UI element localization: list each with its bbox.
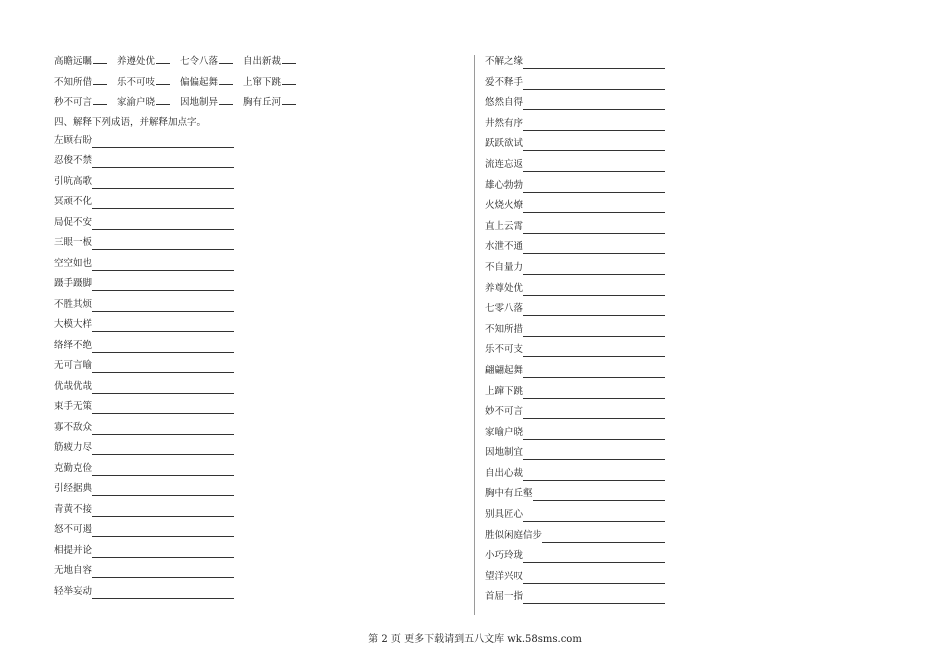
idiom-entry: [485, 343, 665, 364]
idiom-term: 不胜其烦: [54, 298, 93, 310]
fill-blank-word: 上窜下跳: [243, 76, 282, 88]
answer-blank[interactable]: [93, 54, 107, 64]
idiom-entry: [54, 175, 306, 196]
idiom-term: 空空如也: [54, 257, 93, 269]
idiom-entry: [54, 277, 306, 298]
idiom-entry: [485, 117, 665, 138]
idiom-entry: [485, 467, 665, 488]
idiom-entry: [485, 446, 665, 467]
answer-line[interactable]: [92, 238, 234, 250]
column-divider: [474, 55, 475, 615]
idiom-term: 翩翩起舞: [485, 364, 524, 376]
right-column: [485, 55, 665, 611]
idiom-entry: [54, 380, 306, 401]
idiom-term: 自出心裁: [485, 467, 524, 479]
answer-line[interactable]: [523, 448, 665, 460]
answer-line[interactable]: [92, 566, 234, 578]
answer-line[interactable]: [92, 525, 234, 537]
answer-line[interactable]: [542, 531, 665, 543]
answer-line[interactable]: [523, 263, 665, 275]
answer-line[interactable]: [92, 259, 234, 271]
idiom-entry: [485, 529, 665, 550]
fill-blank-word: 高瞻远瞩: [54, 56, 93, 67]
idiom-term: 流连忘返: [485, 158, 524, 170]
idiom-entry: [54, 400, 306, 421]
answer-line[interactable]: [523, 428, 665, 440]
idiom-term: 三眼一板: [54, 237, 93, 248]
idiom-term: 上蹿下跳: [485, 385, 524, 397]
left-idiom-list: [54, 134, 306, 606]
idiom-term: 胸中有丘壑: [485, 488, 533, 500]
answer-line[interactable]: [523, 284, 665, 296]
answer-line[interactable]: [92, 156, 234, 168]
idiom-entry: [54, 257, 306, 278]
answer-line[interactable]: [92, 402, 234, 414]
fill-blank-word: 偏偏起舞: [180, 76, 219, 88]
answer-line[interactable]: [523, 572, 665, 584]
answer-line[interactable]: [92, 546, 234, 558]
answer-line[interactable]: [92, 423, 234, 435]
idiom-entry: [485, 508, 665, 529]
idiom-entry: [54, 236, 306, 257]
answer-line[interactable]: [523, 139, 665, 151]
idiom-term: 无地自容: [54, 565, 93, 576]
fill-blank-item: [117, 54, 170, 69]
idiom-term: 七零八落: [485, 303, 524, 315]
idiom-term: 爱不释手: [485, 76, 524, 88]
idiom-entry: [485, 199, 665, 220]
right-idiom-list: [485, 55, 665, 611]
idiom-term: 因地制宜: [485, 447, 524, 459]
answer-line[interactable]: [92, 484, 234, 496]
idiom-term: 首屈一指: [485, 591, 524, 603]
answer-line[interactable]: [523, 469, 665, 481]
idiom-term: 别具匠心: [485, 509, 524, 521]
idiom-term: 井然有序: [485, 117, 524, 129]
idiom-term: 悠然自得: [485, 97, 524, 109]
idiom-term: 水泄不通: [485, 241, 524, 253]
answer-line[interactable]: [523, 510, 665, 522]
idiom-term: 不自量力: [485, 261, 524, 273]
answer-line[interactable]: [92, 505, 234, 517]
section-heading: 四、解释下列成语，并解释加点字。: [54, 116, 207, 128]
answer-line[interactable]: [92, 382, 234, 394]
idiom-term: 妙不可言: [485, 406, 524, 418]
idiom-entry: [485, 487, 665, 508]
idiom-entry: [54, 339, 306, 360]
answer-line[interactable]: [523, 304, 665, 316]
fill-blank-word: 因地制异: [180, 97, 219, 108]
idiom-entry: [485, 261, 665, 282]
idiom-entry: [485, 76, 665, 97]
answer-blank[interactable]: [156, 54, 170, 64]
answer-line[interactable]: [92, 279, 234, 291]
answer-line[interactable]: [92, 361, 234, 373]
idiom-term: 筋疲力尽: [54, 442, 93, 453]
idiom-term: 克勤克俭: [54, 462, 93, 474]
idiom-term: 优哉优哉: [54, 380, 93, 392]
idiom-term: 养尊处优: [485, 282, 524, 294]
idiom-term: 大模大样: [54, 319, 93, 330]
idiom-term: 无可言喻: [54, 360, 93, 371]
answer-blank[interactable]: [93, 75, 107, 85]
idiom-term: 引吭高歌: [54, 175, 93, 187]
answer-line[interactable]: [92, 587, 234, 599]
answer-line[interactable]: [523, 325, 665, 337]
idiom-term: 蹑手蹑脚: [54, 278, 93, 289]
idiom-entry: [485, 549, 665, 570]
idiom-entry: [485, 158, 665, 179]
fill-blank-item: [243, 54, 296, 69]
fill-blank-word: 秒不可言: [54, 97, 93, 108]
fill-blank-word: 七令八落: [180, 56, 219, 67]
fill-in-blank-section: [54, 54, 306, 116]
fill-blank-word: 胸有丘河: [243, 97, 282, 108]
answer-line[interactable]: [523, 222, 665, 234]
idiom-term: 忍俊不禁: [54, 155, 93, 166]
answer-line[interactable]: [523, 407, 665, 419]
answer-blank[interactable]: [282, 95, 296, 105]
idiom-entry: [54, 544, 306, 565]
fill-blank-word: 自出新裁: [243, 56, 282, 67]
fill-blank-item: [54, 54, 107, 69]
fill-blank-item: [180, 75, 233, 90]
answer-blank[interactable]: [282, 54, 296, 64]
idiom-entry: [485, 570, 665, 591]
idiom-term: 乐不可支: [485, 344, 524, 356]
idiom-term: 局促不安: [54, 216, 93, 228]
fill-blank-word: 家渝户晓: [117, 97, 156, 108]
left-column: [54, 54, 306, 605]
answer-line[interactable]: [533, 489, 666, 501]
idiom-term: 胜似闲庭信步: [485, 529, 543, 541]
answer-blank[interactable]: [219, 75, 233, 85]
fill-blank-item: [243, 95, 296, 110]
idiom-entry: [54, 298, 306, 319]
idiom-term: 左顾右盼: [54, 134, 93, 146]
answer-line[interactable]: [523, 592, 665, 604]
idiom-term: 雄心勃勃: [485, 179, 524, 191]
answer-line[interactable]: [523, 119, 665, 131]
fill-blank-row: [54, 54, 306, 75]
fill-blank-word: 乐不可吱: [117, 76, 156, 88]
idiom-term: 直上云霄: [485, 220, 524, 232]
fill-blank-item: [117, 75, 170, 90]
answer-line[interactable]: [92, 300, 234, 312]
answer-line[interactable]: [92, 177, 234, 189]
fill-blank-item: [180, 95, 233, 110]
answer-line[interactable]: [523, 160, 665, 172]
idiom-entry: [485, 137, 665, 158]
idiom-entry: [54, 195, 306, 216]
fill-blank-item: [243, 75, 296, 90]
idiom-entry: [54, 134, 306, 155]
idiom-entry: [485, 426, 665, 447]
idiom-entry: [485, 590, 665, 611]
idiom-entry: [54, 421, 306, 442]
idiom-term: 家喻户晓: [485, 426, 524, 438]
answer-blank[interactable]: [156, 75, 170, 85]
idiom-entry: [485, 55, 665, 76]
idiom-entry: [485, 220, 665, 241]
idiom-entry: [54, 462, 306, 483]
idiom-term: 轻举妄动: [54, 585, 93, 597]
idiom-entry: [54, 359, 306, 380]
idiom-term: 怒不可遏: [54, 524, 93, 535]
idiom-entry: [485, 385, 665, 406]
fill-blank-item: [54, 75, 107, 90]
answer-line[interactable]: [523, 181, 665, 193]
idiom-term: 望洋兴叹: [485, 570, 524, 582]
idiom-entry: [485, 364, 665, 385]
idiom-entry: [54, 564, 306, 585]
idiom-entry: [485, 405, 665, 426]
answer-line[interactable]: [92, 197, 234, 209]
idiom-entry: [485, 323, 665, 344]
idiom-term: 寡不敌众: [54, 421, 93, 433]
idiom-entry: [54, 441, 306, 462]
idiom-entry: [54, 216, 306, 237]
idiom-term: 络绎不绝: [54, 339, 93, 351]
answer-line[interactable]: [523, 366, 665, 378]
answer-blank[interactable]: [219, 54, 233, 64]
fill-blank-item: [180, 54, 233, 69]
answer-line[interactable]: [92, 464, 234, 476]
fill-blank-row: [54, 75, 306, 96]
idiom-term: 相提并论: [54, 544, 93, 556]
idiom-term: 引经据典: [54, 483, 93, 494]
idiom-term: 火烧火燎: [485, 200, 524, 212]
answer-line[interactable]: [523, 242, 665, 254]
idiom-entry: [485, 302, 665, 323]
idiom-term: 小巧玲珑: [485, 550, 524, 562]
answer-line[interactable]: [523, 78, 665, 90]
idiom-entry: [485, 240, 665, 261]
fill-blank-word: 养遵处优: [117, 56, 156, 67]
idiom-entry: [54, 318, 306, 339]
answer-blank[interactable]: [93, 95, 107, 105]
answer-line[interactable]: [523, 387, 665, 399]
page-footer: 第 2 页 更多下载请到五八文库 wk.58sms.com: [368, 634, 582, 645]
answer-blank[interactable]: [219, 95, 233, 105]
answer-line[interactable]: [92, 341, 234, 353]
answer-line[interactable]: [92, 320, 234, 332]
answer-line[interactable]: [92, 218, 234, 230]
answer-blank[interactable]: [282, 75, 296, 85]
idiom-term: 不知所措: [485, 323, 524, 335]
answer-line[interactable]: [523, 57, 665, 69]
idiom-entry: [485, 96, 665, 117]
idiom-entry: [54, 523, 306, 544]
idiom-term: 冥顽不化: [54, 196, 93, 207]
answer-line[interactable]: [523, 98, 665, 110]
fill-blank-row: [54, 95, 306, 116]
idiom-term: 束手无策: [54, 401, 93, 412]
idiom-term: 跃跃欲试: [485, 138, 524, 150]
answer-line[interactable]: [523, 551, 665, 563]
fill-blank-item: [117, 95, 170, 110]
fill-blank-word: 不知所借: [54, 76, 93, 88]
answer-blank[interactable]: [156, 95, 170, 105]
idiom-entry: [54, 154, 306, 175]
idiom-term: 不解之缘: [485, 56, 524, 67]
idiom-entry: [54, 482, 306, 503]
answer-line[interactable]: [92, 136, 234, 148]
idiom-entry: [485, 282, 665, 303]
idiom-entry: [485, 179, 665, 200]
answer-line[interactable]: [523, 345, 665, 357]
answer-line[interactable]: [92, 443, 234, 455]
idiom-entry: [54, 503, 306, 524]
answer-line[interactable]: [523, 201, 665, 213]
idiom-term: 青黄不接: [54, 503, 93, 515]
idiom-entry: [54, 585, 306, 606]
fill-blank-item: [54, 95, 107, 110]
